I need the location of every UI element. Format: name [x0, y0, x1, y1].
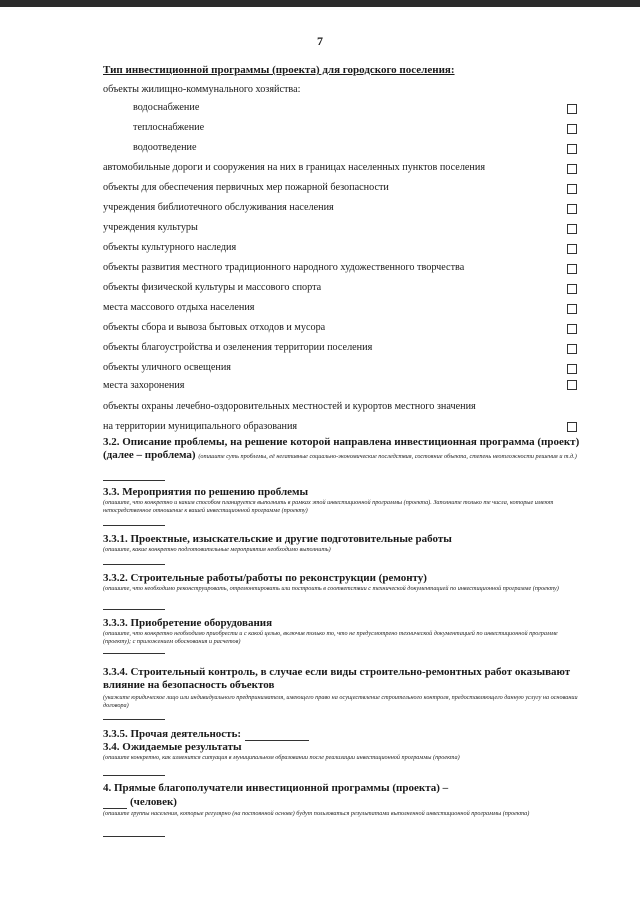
checkbox-water-supply[interactable] — [567, 104, 577, 114]
item-label: места массового отдыха населения — [103, 302, 255, 313]
section-4-sub — [103, 796, 581, 809]
answer-line[interactable] — [103, 836, 165, 837]
checkbox-heat-supply[interactable] — [567, 124, 577, 134]
item-label: учреждения культуры — [103, 222, 198, 233]
section-3-3-1-title: 3.3.1. Проектные, изыскательские и другие подготовительные работы — [103, 533, 452, 545]
item-label: места захоронения — [103, 380, 185, 391]
answer-line[interactable] — [103, 653, 165, 654]
section-3-3-1-note: (опишите, какие конкретно подготовительные мероприятия необходимо выполнить) — [103, 546, 331, 553]
checkbox-heritage[interactable] — [567, 244, 577, 254]
section-3-3-4-title: 3.3.4. Строительный контроль, в случае если виды строительно-ремонтных работ оказывают влияние на безопасность объектов — [103, 666, 571, 691]
section-3-3-2-note: (опишите, что необходимо реконструировать, отремонтировать или построить в соответствии с технической документацией по инвестиционной программе (проекту) — [103, 585, 559, 592]
section-3-3-note: (опишите, что конкретно и каким способом планируется выполнить в рамках этой инвестиционной программы (проекта). Заполните только те числа, которые имеют непосредственное отношение к вашей инвестиционной программе (проекту) — [103, 499, 554, 514]
subitem-label: водоотведение — [133, 142, 197, 153]
checkbox-street-lighting[interactable] — [567, 364, 577, 374]
item-label: на территории муниципального образования — [103, 421, 298, 432]
checkbox-burial-places[interactable] — [567, 380, 577, 390]
group-label: объекты жилищно-коммунального хозяйства: — [103, 84, 301, 95]
answer-line[interactable] — [103, 525, 165, 526]
section-title: 3.3.5. Прочая деятельность: — [103, 728, 242, 740]
page-number: 7 — [317, 34, 323, 48]
item-label: объекты для обеспечения первичных мер пожарной безопасности — [103, 182, 389, 193]
checkbox-landscaping[interactable] — [567, 344, 577, 354]
item-label: объекты культурного наследия — [103, 242, 237, 253]
answer-line[interactable] — [103, 719, 165, 720]
item-label: автомобильные дороги и сооружения на них в границах населенных пунктов поселения — [103, 162, 486, 173]
section-3-3-4-note: (укажите юридическое лицо или индивидуального предпринимателя, имеющего право на осуществление строительного контроля, предоставляющего данную услугу на основании договора) — [103, 694, 578, 709]
answer-line[interactable] — [103, 480, 165, 481]
item-label: объекты благоустройства и озеленения территории поселения — [103, 342, 373, 353]
page-top-border — [0, 0, 640, 7]
answer-line[interactable] — [103, 609, 165, 610]
section-3-3-title: 3.3. Мероприятия по решению проблемы — [103, 486, 309, 498]
checkbox-folk-art[interactable] — [567, 264, 577, 274]
section-3-3-5 — [103, 728, 581, 741]
section-3-3-3-note: (опишите, что конкретно необходимо приобрести и с какой целью, включив только то, что не предусмотрено технической документацией по инвестиционной программе (проекту); с приложением обоснования и расчетов) — [103, 630, 558, 645]
program-type-heading: Тип инвестиционной программы (проекта) для городского поселения: — [103, 64, 455, 76]
section-4-note: (опишите группы населения, которые регулярно (на постоянной основе) будут пользоваться результатами выполненной инвестиционной программы (проекта) — [103, 810, 530, 817]
item-label: объекты охраны лечебно-оздоровительных местностей и курортов местного значения — [103, 401, 476, 412]
checkbox-fire-safety[interactable] — [567, 184, 577, 194]
checkbox-recreation[interactable] — [567, 304, 577, 314]
checkbox-sport[interactable] — [567, 284, 577, 294]
section-3-4-title: 3.4. Ожидаемые результаты — [103, 741, 242, 753]
checkbox-libraries[interactable] — [567, 204, 577, 214]
checkbox-resorts[interactable] — [567, 422, 577, 432]
checkbox-culture[interactable] — [567, 224, 577, 234]
beneficiaries-count-field[interactable] — [103, 798, 127, 809]
section-3-4-note: (опишите конкретно, как изменится ситуация в муниципальном образовании после реализации инвестиционной программы (проекта) — [103, 754, 460, 761]
item-label: объекты развития местного традиционного народного художественного творчества — [103, 262, 465, 273]
item-label: учреждения библиотечного обслуживания населения — [103, 202, 334, 213]
section-subtitle: (человек) — [130, 796, 177, 808]
answer-line[interactable] — [103, 775, 165, 776]
item-label: объекты сбора и вывоза бытовых отходов и мусора — [103, 322, 326, 333]
answer-line[interactable] — [103, 564, 165, 565]
answer-line[interactable] — [245, 730, 309, 741]
subitem-label: водоснабжение — [133, 102, 200, 113]
section-4-title: 4. Прямые благополучатели инвестиционной программы (проекта) – — [103, 782, 449, 794]
section-3-2 — [103, 436, 581, 462]
checkbox-roads[interactable] — [567, 164, 577, 174]
checkbox-waste[interactable] — [567, 324, 577, 334]
subitem-label: теплоснабжение — [133, 122, 205, 133]
item-label: объекты физической культуры и массового спорта — [103, 282, 322, 293]
section-3-3-3-title: 3.3.3. Приобретение оборудования — [103, 617, 273, 629]
section-title: 3.2. Описание проблемы, на решение которой направлена инвестиционная программа (проект) (далее – проблема) — [103, 436, 580, 461]
section-note: (опишите суть проблемы, её негативные социально-экономические последствия, состояние объекта, степень неотложности решения и т.д.) — [198, 453, 577, 460]
checkbox-sewerage[interactable] — [567, 144, 577, 154]
item-label: объекты уличного освещения — [103, 362, 231, 373]
section-3-3-2-title: 3.3.2. Строительные работы/работы по реконструкции (ремонту) — [103, 572, 427, 584]
